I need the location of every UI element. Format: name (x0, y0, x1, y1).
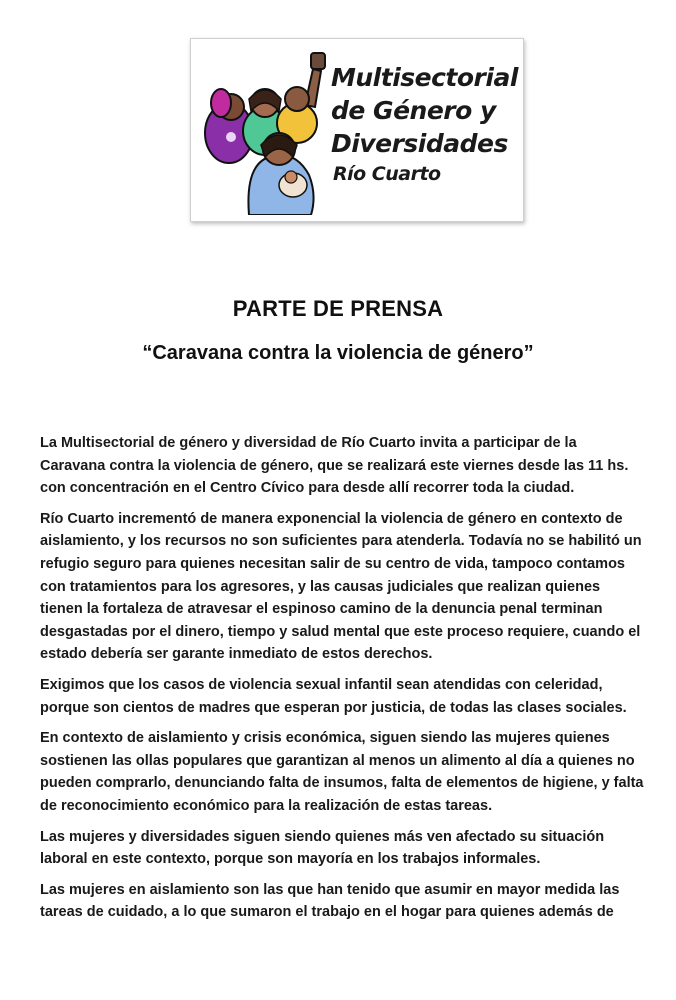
logo-text-line: Río Cuarto (333, 163, 441, 185)
paragraph: Las mujeres en aislamiento son las que han tenido que asumir en mayor medida las tareas de cuidado, a lo que sumaron el trabajo en el hogar para quienes además de (40, 881, 620, 921)
document-body (40, 432, 644, 932)
paragraph: La Multisectorial de género y diversidad de Río Cuarto invita a participar de la Caravana contra la violencia de género, que se realizará este viernes desde las 11 hs. con concentración en el Centro Cívico para desde allí recorrer toda la ciudad. (40, 435, 629, 497)
organization-logo (190, 38, 524, 222)
document-subtitle: “Caravana contra la violencia de género” (142, 342, 534, 364)
paragraph: Las mujeres y diversidades siguen siendo quienes más ven afectado su situación laboral en este contexto, porque son mayoría en los trabajos informales. (40, 828, 605, 868)
women-illustration-icon (199, 45, 339, 215)
logo-text-line: de Género y (331, 96, 496, 125)
logo-text-line: Diversidades (331, 129, 508, 158)
document-title: PARTE DE PRENSA (232, 296, 444, 321)
logo-text-line: Multisectorial (331, 63, 518, 92)
paragraph: Río Cuarto incrementó de manera exponencial la violencia de género en contexto de aislamiento, y los recursos no son suficientes para atenderla. Todavía no se habilitó un refugio seguro para quienes necesitan salir de su centro de vida, tampoco contamos con tratamientos para los agresores, y las causas judiciales que realizan quienes tienen la fortaleza de atravesar el espinoso camino de la denuncia penal terminan desgastadas por el dinero, tiempo y salud mental que este proceso requiere, cuando el estado debería ser garante inmediato de estos derechos. (40, 510, 642, 663)
paragraph: Exigimos que los casos de violencia sexual infantil sean atendidas con celeridad, porque son cientos de madres que esperan por justicia, de todas las clases sociales. (40, 676, 627, 716)
paragraph: En contexto de aislamiento y crisis económica, siguen siendo las mujeres quienes sostienen las ollas populares que garantizan al menos un alimento al día a quienes no pueden comprarlo, denunciando falta de insumos, falta de elementos de higiene, y falta de reconocimiento económico para la realización de estas tareas. (40, 730, 644, 814)
